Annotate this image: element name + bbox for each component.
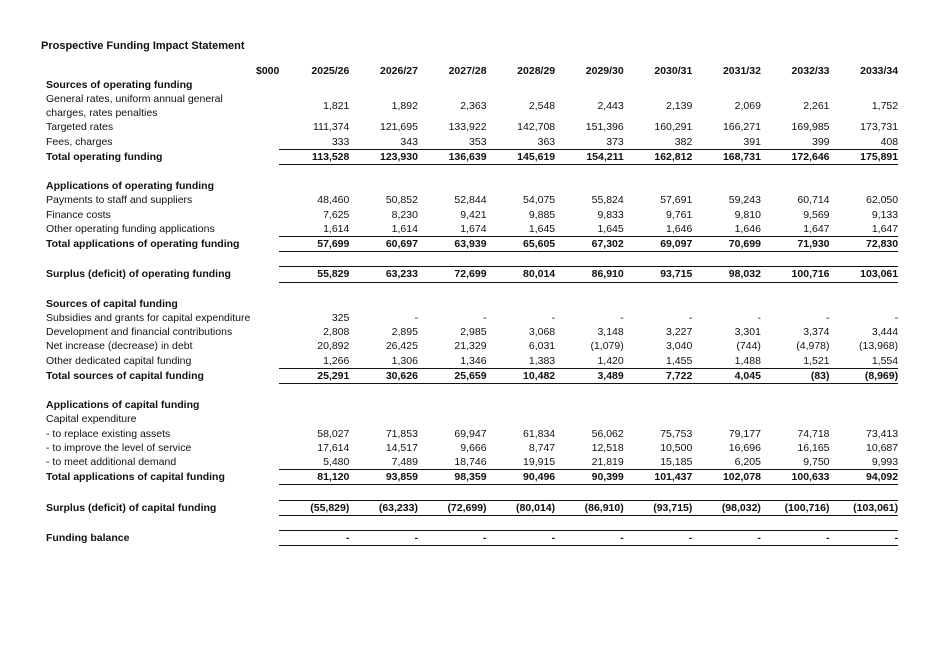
value-cell: 57,699 bbox=[279, 237, 349, 252]
row-label: - to replace existing assets bbox=[46, 427, 171, 440]
header-row bbox=[44, 64, 898, 78]
value-cell: 70,699 bbox=[692, 237, 761, 252]
value-cell: 63,939 bbox=[418, 237, 487, 252]
unit-spacer bbox=[256, 311, 279, 325]
value-cell: 4,045 bbox=[692, 368, 761, 383]
row-label: Total applications of operating funding bbox=[46, 238, 240, 251]
value-cell: 1,646 bbox=[734, 222, 761, 235]
value-cell: - bbox=[487, 531, 556, 546]
value-cell: 12,518 bbox=[591, 441, 624, 454]
year-header: 2026/27 bbox=[379, 65, 418, 77]
spacer-row bbox=[44, 252, 898, 267]
value-cell: - bbox=[418, 531, 487, 546]
value-cell: 154,211 bbox=[555, 149, 624, 164]
unit-spacer bbox=[256, 120, 279, 134]
value-cell: 9,569 bbox=[803, 208, 830, 221]
value-cell: 75,753 bbox=[660, 427, 693, 440]
value-cell: 54,075 bbox=[523, 194, 556, 207]
value-cell: 145,619 bbox=[487, 149, 556, 164]
value-cell: 3,040 bbox=[666, 340, 693, 353]
unit-spacer bbox=[256, 455, 279, 470]
value-cell: 93,859 bbox=[349, 470, 418, 485]
value-cell: 102,078 bbox=[692, 470, 761, 485]
unit-spacer bbox=[256, 470, 279, 485]
value-cell: 353 bbox=[469, 135, 487, 148]
value-cell: (8,969) bbox=[830, 368, 899, 383]
value-cell: 98,032 bbox=[692, 267, 761, 282]
row-label: Capital expenditure bbox=[46, 413, 137, 426]
value-cell: 86,910 bbox=[555, 267, 624, 282]
funding-impact-table bbox=[44, 64, 898, 546]
value-cell: - bbox=[826, 312, 830, 324]
row-label: Surplus (deficit) of capital funding bbox=[46, 501, 217, 514]
unit-spacer bbox=[256, 135, 279, 150]
spacer-row bbox=[44, 282, 898, 297]
value-cell: 55,824 bbox=[591, 194, 624, 207]
value-cell: 25,291 bbox=[279, 368, 349, 383]
value-cell: 57,691 bbox=[660, 194, 693, 207]
table-row bbox=[44, 455, 898, 470]
value-cell: 8,747 bbox=[528, 441, 556, 454]
table-row bbox=[44, 427, 898, 441]
value-cell: 9,761 bbox=[666, 208, 693, 221]
value-cell: 21,329 bbox=[454, 340, 487, 353]
value-cell: (100,716) bbox=[761, 500, 830, 515]
value-cell: 1,455 bbox=[666, 354, 693, 367]
value-cell: 9,421 bbox=[460, 208, 487, 221]
spacer-row bbox=[44, 485, 898, 500]
value-cell: 58,027 bbox=[317, 427, 350, 440]
value-cell: 3,148 bbox=[597, 326, 624, 339]
value-cell: 1,645 bbox=[528, 222, 556, 235]
value-cell: 16,696 bbox=[728, 441, 761, 454]
value-cell: 100,633 bbox=[761, 470, 830, 485]
value-cell: 172,646 bbox=[761, 149, 830, 164]
value-cell: 7,489 bbox=[391, 456, 418, 469]
unit-spacer bbox=[256, 222, 279, 237]
spacer-row bbox=[44, 165, 898, 180]
funding-balance-row bbox=[44, 531, 898, 546]
value-cell: 113,528 bbox=[279, 149, 349, 164]
section-heading-row bbox=[44, 297, 898, 311]
value-cell: 1,521 bbox=[803, 354, 830, 367]
value-cell: 1,752 bbox=[871, 100, 899, 113]
row-label: Development and financial contributions bbox=[46, 326, 233, 339]
value-cell: 98,359 bbox=[418, 470, 487, 485]
value-cell: 73,413 bbox=[865, 427, 899, 440]
value-cell: 3,301 bbox=[734, 326, 761, 339]
unit-spacer bbox=[256, 267, 279, 282]
value-cell: (86,910) bbox=[555, 500, 624, 515]
section-heading: Sources of operating funding bbox=[46, 79, 193, 92]
value-cell: 168,731 bbox=[692, 149, 761, 164]
value-cell: (1,079) bbox=[590, 340, 624, 353]
value-cell: 19,915 bbox=[523, 456, 556, 469]
value-cell: (83) bbox=[761, 368, 830, 383]
header-blank bbox=[44, 64, 256, 78]
unit-spacer bbox=[256, 149, 279, 164]
value-cell: - bbox=[757, 312, 761, 324]
table-row bbox=[44, 193, 898, 207]
year-header: 2025/26 bbox=[311, 65, 350, 77]
value-cell: (55,829) bbox=[279, 500, 349, 515]
value-cell: 63,233 bbox=[349, 267, 418, 282]
year-header: 2033/34 bbox=[860, 65, 899, 77]
value-cell: 2,443 bbox=[597, 100, 624, 113]
value-cell: 9,993 bbox=[871, 456, 899, 469]
value-cell: 60,714 bbox=[797, 194, 830, 207]
row-label: Funding balance bbox=[46, 532, 130, 544]
row-label: Fees, charges bbox=[46, 135, 113, 148]
value-cell: 81,120 bbox=[279, 470, 349, 485]
label-row bbox=[44, 412, 898, 426]
value-cell: 65,605 bbox=[487, 237, 556, 252]
value-cell: 391 bbox=[743, 135, 761, 148]
row-label: - to meet additional demand bbox=[46, 456, 177, 469]
value-cell: 72,699 bbox=[418, 267, 487, 282]
total-row bbox=[44, 368, 898, 383]
year-header: 2027/28 bbox=[448, 65, 487, 77]
value-cell: 121,695 bbox=[379, 121, 418, 134]
value-cell: 1,306 bbox=[391, 354, 418, 367]
value-cell: 18,746 bbox=[454, 456, 487, 469]
section-heading-row bbox=[44, 179, 898, 193]
value-cell: 26,425 bbox=[385, 340, 418, 353]
year-header: 2030/31 bbox=[654, 65, 693, 77]
value-cell: 9,133 bbox=[871, 208, 899, 221]
value-cell: 1,645 bbox=[597, 222, 624, 235]
table-row bbox=[44, 92, 898, 120]
value-cell: - bbox=[830, 531, 899, 546]
value-cell: - bbox=[555, 531, 624, 546]
value-cell: 14,517 bbox=[385, 441, 418, 454]
value-cell: 1,646 bbox=[666, 222, 693, 235]
section-heading-row bbox=[44, 78, 898, 92]
value-cell: 90,399 bbox=[555, 470, 624, 485]
value-cell: 2,985 bbox=[460, 326, 487, 339]
value-cell: 79,177 bbox=[728, 427, 761, 440]
value-cell: 10,500 bbox=[660, 441, 693, 454]
value-cell: 9,666 bbox=[460, 441, 487, 454]
value-cell: 61,834 bbox=[523, 427, 556, 440]
value-cell: 17,614 bbox=[317, 441, 350, 454]
section-heading: Applications of capital funding bbox=[46, 399, 200, 412]
value-cell: 25,659 bbox=[418, 368, 487, 383]
value-cell: 173,731 bbox=[860, 121, 899, 134]
value-cell: 80,014 bbox=[487, 267, 556, 282]
value-cell: 103,061 bbox=[830, 267, 899, 282]
table-row bbox=[44, 441, 898, 455]
value-cell: 3,068 bbox=[528, 326, 556, 339]
page-title: Prospective Funding Impact Statement bbox=[41, 40, 245, 52]
row-label: Other dedicated capital funding bbox=[46, 354, 192, 367]
section-heading: Sources of capital funding bbox=[46, 297, 178, 310]
value-cell: 363 bbox=[537, 135, 556, 148]
row-label: Subsidies and grants for capital expenditure bbox=[46, 312, 251, 324]
unit-spacer bbox=[256, 500, 279, 515]
value-cell: 3,444 bbox=[871, 326, 899, 339]
unit-spacer bbox=[256, 531, 279, 546]
total-row bbox=[44, 149, 898, 164]
unit-spacer bbox=[256, 354, 279, 369]
value-cell: (72,699) bbox=[418, 500, 487, 515]
value-cell: - bbox=[414, 312, 418, 324]
unit-spacer bbox=[256, 441, 279, 455]
value-cell: 3,227 bbox=[666, 326, 693, 339]
table-row bbox=[44, 354, 898, 369]
value-cell: 1,420 bbox=[597, 354, 624, 367]
value-cell: - bbox=[349, 531, 418, 546]
value-cell: 59,243 bbox=[728, 194, 761, 207]
row-label: Total applications of capital funding bbox=[46, 471, 225, 484]
value-cell: (103,061) bbox=[830, 500, 899, 515]
value-cell: - bbox=[688, 312, 693, 324]
value-cell: - bbox=[692, 531, 761, 546]
value-cell: 160,291 bbox=[654, 121, 693, 134]
surplus-row bbox=[44, 500, 898, 515]
value-cell: - bbox=[894, 312, 899, 324]
spacer-row bbox=[44, 515, 898, 530]
value-cell: 1,614 bbox=[391, 222, 418, 235]
value-cell: 74,718 bbox=[797, 427, 830, 440]
value-cell: 3,489 bbox=[555, 368, 624, 383]
year-header: 2029/30 bbox=[585, 65, 624, 77]
value-cell: 9,833 bbox=[597, 208, 624, 221]
value-cell: 169,985 bbox=[791, 121, 830, 134]
value-cell: 2,261 bbox=[803, 100, 830, 113]
value-cell: 7,625 bbox=[323, 208, 350, 221]
unit-spacer bbox=[256, 368, 279, 383]
table-row bbox=[44, 135, 898, 150]
unit-spacer bbox=[256, 208, 279, 222]
value-cell: (4,978) bbox=[796, 340, 830, 353]
unit-spacer bbox=[256, 92, 279, 120]
value-cell: 94,092 bbox=[830, 470, 899, 485]
value-cell: 1,821 bbox=[323, 100, 350, 113]
value-cell: 69,947 bbox=[454, 427, 487, 440]
value-cell: 2,895 bbox=[391, 326, 418, 339]
value-cell: 71,930 bbox=[761, 237, 830, 252]
row-label: Other operating funding applications bbox=[46, 223, 215, 236]
value-cell: 1,674 bbox=[460, 222, 487, 235]
value-cell: (13,968) bbox=[859, 340, 899, 353]
value-cell: 72,830 bbox=[830, 237, 899, 252]
value-cell: 2,548 bbox=[528, 100, 556, 113]
value-cell: 101,437 bbox=[624, 470, 693, 485]
value-cell: 2,363 bbox=[460, 100, 487, 113]
value-cell: 90,496 bbox=[487, 470, 556, 485]
table-row bbox=[44, 208, 898, 222]
value-cell: 123,930 bbox=[349, 149, 418, 164]
row-label: Payments to staff and suppliers bbox=[46, 194, 193, 207]
year-header: 2032/33 bbox=[791, 65, 830, 77]
value-cell: 382 bbox=[674, 135, 693, 148]
value-cell: 399 bbox=[811, 135, 830, 148]
value-cell: 142,708 bbox=[517, 121, 556, 134]
section-heading: Applications of operating funding bbox=[46, 180, 214, 193]
row-label: Targeted rates bbox=[46, 121, 114, 134]
value-cell: 5,480 bbox=[323, 456, 350, 469]
year-header: 2031/32 bbox=[722, 65, 761, 77]
value-cell: 2,069 bbox=[734, 100, 761, 113]
value-cell: 15,185 bbox=[660, 456, 693, 469]
value-cell: 20,892 bbox=[317, 340, 350, 353]
value-cell: 136,639 bbox=[418, 149, 487, 164]
table-row bbox=[44, 339, 898, 353]
unit-label: $000 bbox=[256, 65, 280, 77]
value-cell: 1,647 bbox=[803, 222, 830, 235]
surplus-row bbox=[44, 267, 898, 282]
value-cell: 333 bbox=[331, 135, 350, 148]
row-label: Total operating funding bbox=[46, 150, 163, 163]
value-cell: 151,396 bbox=[585, 121, 624, 134]
value-cell: 1,647 bbox=[871, 222, 899, 235]
value-cell: (93,715) bbox=[624, 500, 693, 515]
value-cell: 62,050 bbox=[865, 194, 899, 207]
value-cell: - bbox=[761, 531, 830, 546]
row-label: Finance costs bbox=[46, 208, 111, 221]
unit-spacer bbox=[256, 237, 279, 252]
value-cell: 30,626 bbox=[349, 368, 418, 383]
unit-spacer bbox=[256, 339, 279, 353]
value-cell: 10,687 bbox=[865, 441, 899, 454]
value-cell: 52,844 bbox=[454, 194, 487, 207]
table-row bbox=[44, 222, 898, 237]
value-cell: 9,885 bbox=[528, 208, 556, 221]
value-cell: 162,812 bbox=[624, 149, 693, 164]
value-cell: 166,271 bbox=[722, 121, 761, 134]
value-cell: 55,829 bbox=[279, 267, 349, 282]
value-cell: (63,233) bbox=[349, 500, 418, 515]
value-cell: 71,853 bbox=[385, 427, 418, 440]
value-cell: - bbox=[483, 312, 487, 324]
value-cell: (744) bbox=[736, 340, 761, 353]
value-cell: 16,165 bbox=[797, 441, 830, 454]
value-cell: 111,374 bbox=[312, 121, 350, 134]
value-cell: 3,374 bbox=[803, 326, 830, 339]
value-cell: 2,808 bbox=[323, 326, 350, 339]
unit-spacer bbox=[256, 325, 279, 339]
value-cell: 10,482 bbox=[487, 368, 556, 383]
value-cell: 133,922 bbox=[448, 121, 487, 134]
value-cell: (80,014) bbox=[487, 500, 556, 515]
value-cell: - bbox=[624, 531, 693, 546]
value-cell: 6,205 bbox=[734, 456, 761, 469]
value-cell: 1,266 bbox=[323, 354, 350, 367]
total-row bbox=[44, 470, 898, 485]
value-cell: 56,062 bbox=[591, 427, 624, 440]
value-cell: 1,614 bbox=[323, 222, 350, 235]
value-cell: 1,892 bbox=[391, 100, 418, 113]
unit-spacer bbox=[256, 427, 279, 441]
value-cell: 8,230 bbox=[391, 208, 418, 221]
value-cell: 373 bbox=[606, 135, 624, 148]
value-cell: 9,750 bbox=[803, 456, 830, 469]
value-cell: 60,697 bbox=[349, 237, 418, 252]
table-row bbox=[44, 311, 898, 325]
value-cell: 67,302 bbox=[555, 237, 624, 252]
value-cell: 175,891 bbox=[830, 149, 899, 164]
row-label: Total sources of capital funding bbox=[46, 369, 204, 382]
table-row bbox=[44, 120, 898, 134]
value-cell: 21,819 bbox=[591, 456, 624, 469]
value-cell: 2,139 bbox=[666, 100, 693, 113]
value-cell: 1,554 bbox=[871, 354, 899, 367]
value-cell: 100,716 bbox=[761, 267, 830, 282]
value-cell: 6,031 bbox=[528, 340, 556, 353]
value-cell: 69,097 bbox=[624, 237, 693, 252]
value-cell: 7,722 bbox=[624, 368, 693, 383]
total-row bbox=[44, 237, 898, 252]
section-heading-row bbox=[44, 398, 898, 412]
value-cell: 408 bbox=[880, 135, 899, 148]
value-cell: 48,460 bbox=[317, 194, 350, 207]
row-label: General rates, uniform annual general charges, rates penalties bbox=[46, 93, 223, 120]
value-cell: 325 bbox=[331, 312, 350, 324]
value-cell: 50,852 bbox=[385, 194, 418, 207]
value-cell: (98,032) bbox=[692, 500, 761, 515]
value-cell: 93,715 bbox=[624, 267, 693, 282]
value-cell: - bbox=[620, 312, 624, 324]
value-cell: 9,810 bbox=[734, 208, 761, 221]
spacer-row bbox=[44, 384, 898, 399]
value-cell: 1,383 bbox=[528, 354, 556, 367]
value-cell: 343 bbox=[400, 135, 418, 148]
value-cell: - bbox=[551, 312, 556, 324]
value-cell: 1,488 bbox=[734, 354, 761, 367]
value-cell: - bbox=[279, 531, 349, 546]
row-label: - to improve the level of service bbox=[46, 441, 192, 454]
unit-spacer bbox=[256, 193, 279, 207]
table-row bbox=[44, 325, 898, 339]
row-label: Net increase (decrease) in debt bbox=[46, 340, 193, 353]
value-cell: 1,346 bbox=[460, 354, 487, 367]
row-label: Surplus (deficit) of operating funding bbox=[46, 268, 231, 281]
year-header: 2028/29 bbox=[517, 65, 556, 77]
